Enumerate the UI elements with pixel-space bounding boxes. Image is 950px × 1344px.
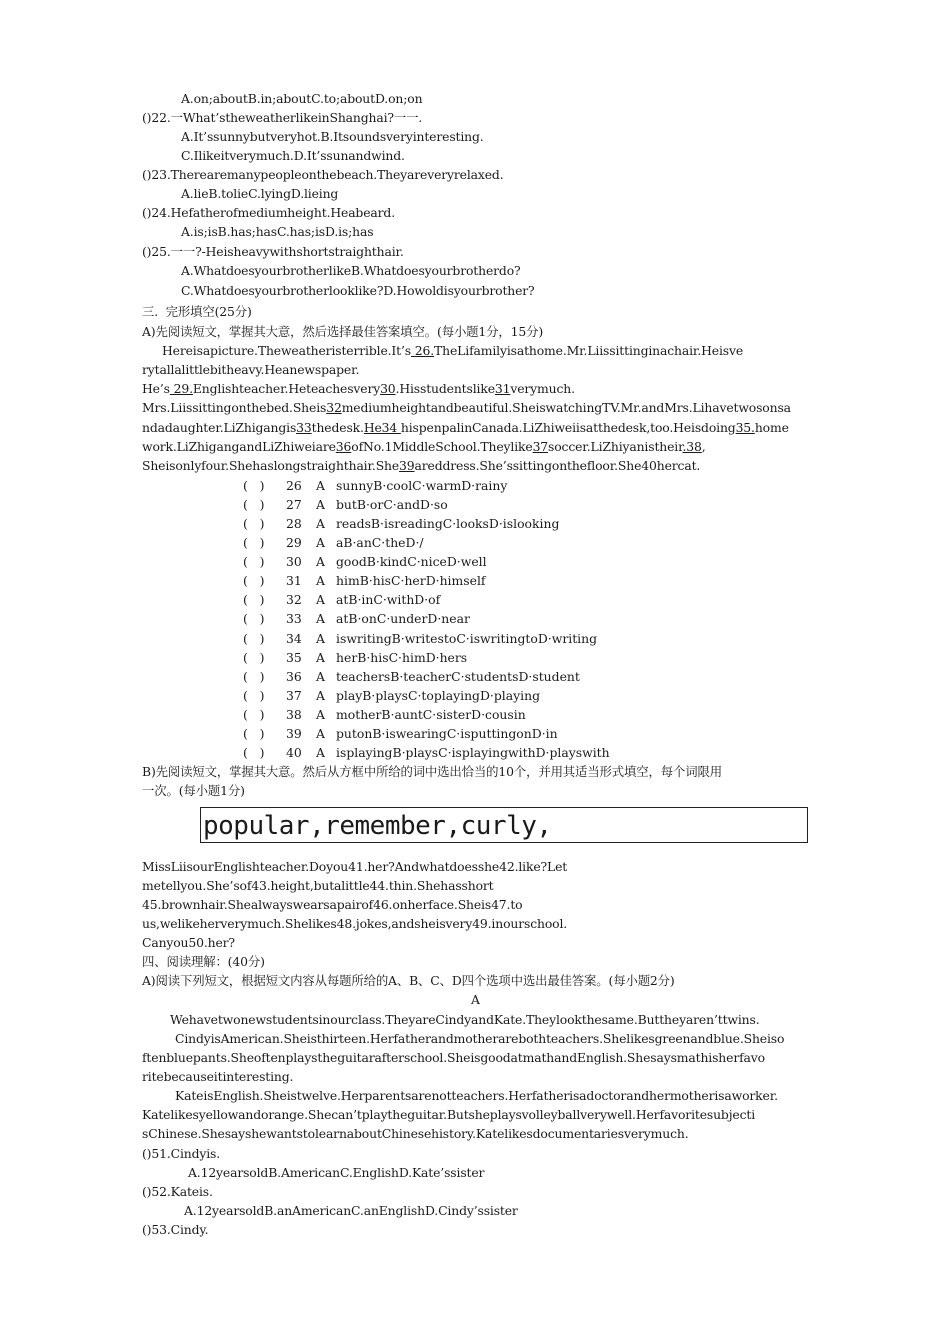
cloze-passage-line: work.LiZhigangandLiZhiweiare36ofNo.1MiddleSchool.Theylike37soccer.LiZhiyanistheir.38, — [142, 439, 706, 454]
blank-36: 36 — [335, 439, 352, 454]
q22-options-ab: A.It’ssunnybutveryhot.B.Itsoundsveryinteresting. — [181, 129, 484, 144]
cloze-passage-line: rytallalittlebitheavy.Heanewspaper. — [142, 362, 360, 377]
q53-stem: ()53.Cindy. — [142, 1222, 209, 1237]
reading-passage-line: sChinese.ShesayshewantstolearnaboutChinesehistory.Katelikesdocumentariesverymuch. — [142, 1126, 689, 1141]
fill-passage-line: 45.brownhair.Shealwayswearsapairof46.onherface.Sheis47.to — [142, 897, 523, 912]
q23-options: A.lieB.tolieC.lyingD.lieing — [181, 186, 339, 201]
section3-title: 三. 完形填空(25分) — [142, 304, 252, 319]
section3-partA-instructions: A)先阅读短文，掌握其大意，然后选择最佳答案填空。(每小题1分，15分) — [142, 324, 544, 339]
blank-34: He34 — [363, 420, 401, 435]
section4-title: 四、阅读理解：(40分) — [142, 954, 265, 969]
q24-options: A.is;isB.has;hasC.has;isD.is;has — [181, 224, 374, 239]
q23-stem: ()23.Therearemanypeopleonthebeach.Theyareveryrelaxed. — [142, 167, 504, 182]
blank-30: 30 — [380, 381, 396, 396]
blank-29: 29. — [169, 381, 193, 396]
blank-31: 31 — [494, 381, 511, 396]
blank-35: 35. — [735, 420, 755, 435]
reading-passage-line: ritebecauseitinteresting. — [142, 1069, 294, 1084]
blank-38: .38 — [682, 439, 702, 454]
section3-partB-instructions: B)先阅读短文，掌握其大意。然后从方框中所给的词中选出恰当的10个，并用其适当形式填空，每个词限用 — [142, 764, 722, 779]
q25-options-ab: A.WhatdoesyourbrotherlikeB.Whatdoesyourbrotherdo? — [181, 263, 521, 278]
cloze-passage-line: Sheisonlyfour.Shehaslongstraighthair.She39areddress.She’ssittingonthefloor.She40hercat. — [142, 458, 701, 473]
word-bank-box — [200, 807, 808, 843]
fill-passage-line: metellyou.She’sof43.height,butalittle44.thin.Shehasshort — [142, 878, 494, 893]
blank-26: 26. — [411, 343, 435, 358]
reading-passage-line: CindyisAmerican.Sheisthirteen.Herfatherandmotherarebothteachers.Shelikesgreenandblue.Sheiso — [175, 1031, 785, 1046]
q52-stem: ()52.Kateis. — [142, 1184, 213, 1199]
reading-passage-line: ftenbluepants.Sheoftenplaystheguitarafterschool.SheisgoodatmathandEnglish.Shesaysmathisherfavo — [142, 1050, 765, 1065]
blank-33: 33 — [296, 420, 312, 435]
q25-options-cd: C.Whatdoesyourbrotherlooklike?D.Howoldisyourbrother? — [181, 283, 535, 298]
blank-39: 39 — [399, 458, 415, 473]
cloze-passage-line: Hereisapicture.Theweatheristerrible.It’s 26.TheLifamilyisathome.Mr.Liissittinginachair.Heisve — [162, 343, 744, 358]
section4-partA-instructions: A)阅读下列短文，根据短文内容从每题所给的A、B、C、D四个选项中选出最佳答案。(每小题2分) — [142, 973, 675, 988]
q21-options: A.on;aboutB.in;aboutC.to;aboutD.on;on — [181, 91, 423, 106]
cloze-passage-line: Mrs.Liissittingonthebed.Sheis32mediumheightandbeautiful.SheiswatchingTV.Mr.andMrs.Lihavetwosonsa — [142, 400, 791, 415]
q51-stem: ()51.Cindyis. — [142, 1146, 221, 1161]
fill-passage-line: us,welikeherverymuch.Shelikes48.jokes,andsheisvery49.inourschool. — [142, 916, 568, 931]
reading-passage-line: Wehavetwonewstudentsinourclass.TheyareCindyandKate.Theylookthesame.Buttheyaren’ttwins. — [170, 1012, 760, 1027]
q22-stem: ()22.一What’stheweatherlikeinShanghai?一一. — [142, 110, 423, 125]
fill-passage-line: Canyou50.her? — [142, 935, 235, 950]
q52-options: A.12yearsoldB.anAmericanC.anEnglishD.Cindy’ssister — [184, 1203, 518, 1218]
q22-options-cd: C.Ilikeitverymuch.D.It’ssunandwind. — [181, 148, 405, 163]
blank-32: 32 — [326, 400, 342, 415]
reading-passage-line: KateisEnglish.Sheistwelve.Herparentsarenotteachers.Herfatherisadoctorandhermotherisaworker. — [175, 1088, 778, 1103]
word-bank-text: popular,remember,curly, — [203, 811, 552, 841]
passage-label: A — [471, 992, 480, 1007]
q51-options: A.12yearsoldB.AmericanC.EnglishD.Kate’ssister — [188, 1165, 485, 1180]
exam-page: A.on;aboutB.in;aboutC.to;aboutD.on;on ()22.一What’stheweatherlikeinShanghai?一一. A.It’ssunnybutveryhot.B.Itsoundsveryinteresting. C.Ilikeitverymuch.D.It’ssunandwind. ()23.Therearemanypeopleonthebeach.Theyareveryrelaxed. A.lieB.tolieC.lyingD.lieing ()24.Hefatherofmediumheight.Heabeard. A.is;isB.has;hasC.has;isD.is;has ()25.一一?-Heisheavywithshortstraighthair. A.WhatdoesyourbrotherlikeB.Whatdoesyourbrotherdo? C.Whatdoesyourbrotherlooklike?D.Howoldisyourbrother? 三. 完形填空(25分) A)先阅读短文，掌握其大意，然后选择最佳答案填空。(每小题1分，15分) Hereisapicture.Theweatheristerrible.It’s 26.TheLifamilyisathome.Mr.Liissittinginachair.Heisve rytallalittlebitheavy.Heanewspaper. He’s 29.Englishteacher.Heteachesvery30.Hisstudentslike31verymuch. Mrs.Liissittingonthebed.Sheis32mediumheightandbeautiful.SheiswatchingTV.Mr.andMrs.Lihavetwosonsa ndadaughter.LiZhigangis33thedesk.He34 hispenpalinCanada.LiZhiweiisatthedesk,too.Heisdoing35.home work.LiZhigangandLiZhiweiare36ofNo.1MiddleSchool.Theylike37soccer.LiZhiyanistheir.38, Sheisonlyfour.Shehaslongstraighthair.She39areddress.She’ssittingonthefloor.She40hercat. ( ) 26 A sunnyB·coolC·warmD·rainy ( ) 27 A butB·orC·andD·so ( ) 28 A readsB·isreadingC·looksD·islooking ( ) 29 A aB·anC·theD·/ ( ) 30 A goodB·kindC·niceD·well ( ) 31 A himB·hisC·herD·himself ( ) 32 A atB·inC·withD·of ( ) 33 A atB·onC·underD·near ( ) 34 A iswritingB·writestoC·iswritingtoD·writing ( ) 35 A herB·hisC·himD·hers ( ) 36 A teachersB·teacherC·studentsD·student ( ) 37 A playB·playsC·toplayingD·playing ( ) 38 A motherB·auntC·sisterD·cousin ( ) 39 A putonB·iswearingC·isputtingonD·in ( ) 40 A isplayingB·playsC·isplayingwithD·playswith B)先阅读短文，掌握其大意。然后从方框中所给的词中选出恰当的10个，并用其适当形式填空，每个词限用 一次。(每小题1分) popular,remember,curly, MissLiisourEnglishteacher.Doyou41.her?Andwhatdoesshe42.like?Let metellyou.She’sof43.height,butalittle44.thin.Shehasshort 45.brownhair.Shealwayswearsapairof46.onherface.Sheis47.to us,welikeherverymuch.Shelikes48.jokes,andsheisvery49.inourschool. Canyou50.her? 四、阅读理解：(40分) A)阅读下列短文，根据短文内容从每题所给的A、B、C、D四个选项中选出最佳答案。(每小题2分) A Wehavetwonewstudentsinourclass.TheyareCindyandKate.Theylookthesame.Buttheyaren’ttwins. CindyisAmerican.Sheisthirteen.Herfatherandmotherarebothteachers.Shelikesgreenandblue.Sheiso ftenbluepants.Sheoftenplaystheguitarafterschool.SheisgoodatmathandEnglish.Shesaysmathisherfavo ritebecauseitinteresting. KateisEnglish.Sheistwelve.Herparentsarenotteachers.Herfatherisadoctorandhermotherisaworker. Katelikesyellowandorange.Shecan’tplaytheguitar.Butsheplaysvolleyballverywell.Herfavoritesubjecti sChinese.ShesayshewantstolearnaboutChinesehistory.Katelikesdocumentariesverymuch. ()51.Cindyis. A.12yearsoldB.AmericanC.EnglishD.Kate’ssister ()52.Kateis. A.12yearsoldB.anAmericanC.anEnglishD.Cindy’ssister ()53.Cindy. — [0, 0, 950, 1344]
q24-stem: ()24.Hefatherofmediumheight.Heabeard. — [142, 205, 395, 220]
section3-partB-instructions-cont: 一次。(每小题1分) — [142, 783, 245, 798]
reading-passage-line: Katelikesyellowandorange.Shecan’tplaytheguitar.Butsheplaysvolleyballverywell.Herfavoritesubjecti — [142, 1107, 756, 1122]
cloze-passage-line: ndadaughter.LiZhigangis33thedesk.He34 hispenpalinCanada.LiZhiweiisatthedesk,too.Heisdoing35.home — [142, 420, 789, 435]
cloze-passage-line: He’s 29.Englishteacher.Heteachesvery30.Hisstudentslike31verymuch. — [142, 381, 575, 396]
q25-stem: ()25.一一?-Heisheavywithshortstraighthair. — [142, 244, 404, 259]
fill-passage-line: MissLiisourEnglishteacher.Doyou41.her?Andwhatdoesshe42.like?Let — [142, 859, 568, 874]
blank-37: 37 — [532, 439, 549, 454]
